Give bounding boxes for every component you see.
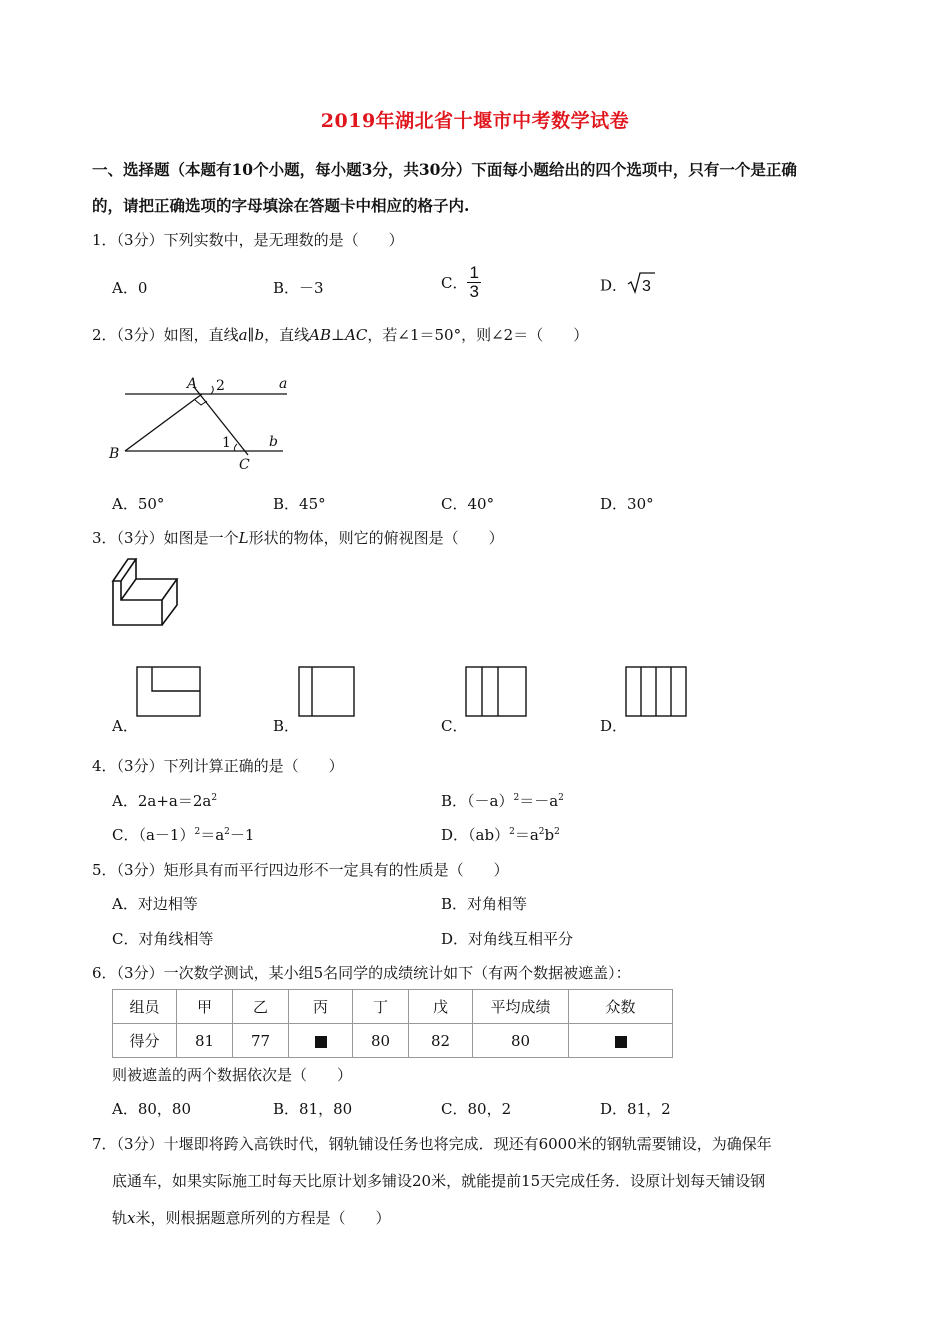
q5-option-a: A．对边相等 [112, 895, 198, 913]
q7-line1: 7．（3分）十堰即将跨入高铁时代，钢轨铺设任务也将完成．现还有6000米的钢轨需要铺设，为确保年 [92, 1135, 772, 1153]
q6-option-d: D．81，2 [600, 1100, 671, 1118]
table-cell: 平均成绩 [473, 990, 569, 1024]
q2-label-b: b [269, 434, 278, 450]
table-cell: 组员 [113, 990, 177, 1024]
q3-option-c-figure [465, 666, 528, 718]
q3-option-a-figure [136, 666, 202, 718]
q1-fraction-denominator: 3 [469, 282, 479, 301]
q6-option-a: A．80，80 [112, 1100, 192, 1118]
q2-stem: 2．（3分）如图，直线a∥b，直线AB⊥AC，若∠1＝50°，则∠2＝（ ） [92, 326, 589, 344]
table-cell: 82 [409, 1024, 473, 1058]
q2-label-2: 2 [216, 378, 225, 394]
q1-fraction [467, 265, 480, 300]
q4-option-c: C．$(a-1)^2=a^2-1$ [112, 826, 255, 844]
page-title: 2019年湖北省十堰市中考数学试卷 [320, 110, 630, 132]
q3-option-b-figure [298, 666, 356, 718]
table-header-row [113, 990, 673, 1024]
q1-option-d [600, 271, 655, 299]
q3-option-d: D． [600, 717, 628, 735]
q7-line3: 轨x米，则根据题意所列的方程是（ ） [112, 1209, 391, 1227]
q1-option-c [441, 265, 481, 300]
table-cell [569, 1024, 673, 1058]
q5-option-d: D．对角线互相平分 [441, 930, 574, 948]
q6-stem: 6．（3分）一次数学测试，某小组5名同学的成绩统计如下（有两个数据被遮盖）： [92, 964, 631, 982]
q2-option-b: B．45° [273, 495, 326, 513]
q6-option-b: B．81，80 [273, 1100, 353, 1118]
q6-followup: 则被遮盖的两个数据依次是（ ） [112, 1066, 353, 1084]
q1-option-a: A．0 [112, 279, 148, 297]
q6-option-c: C．80，2 [441, 1100, 512, 1118]
section-heading-line2: 的，请把正确选项的字母填涂在答题卡中相应的格子内. [92, 196, 470, 215]
q2-option-a: A．50° [112, 495, 165, 513]
table-cell: 戊 [409, 990, 473, 1024]
q2-label-C: C [239, 457, 250, 473]
q4-option-a: A．$2a+a=2a^2$ [112, 792, 218, 810]
covered-square-icon [315, 1036, 327, 1048]
q3-stem: 3．（3分）如图是一个L形状的物体，则它的俯视图是（ ） [92, 529, 504, 547]
q3-option-b: B． [273, 717, 300, 735]
q2-line-ac [194, 387, 248, 455]
table-cell: 乙 [233, 990, 289, 1024]
q2-line-ab [125, 394, 202, 451]
q1-fraction-numerator: 1 [469, 263, 479, 282]
q2-option-d: D．30° [600, 495, 654, 513]
q2-label-A: A [187, 376, 198, 392]
q1-option-b: B．－3 [273, 279, 324, 297]
q5-option-b: B．对角相等 [441, 895, 528, 913]
q2-angle2-arc [211, 386, 213, 394]
q2-option-c: C．40° [441, 495, 495, 513]
q3-option-d-figure [625, 666, 688, 718]
q5-option-c: C．对角线相等 [112, 930, 214, 948]
table-cell: 众数 [569, 990, 673, 1024]
q4-option-b: B．$(-a)^2=-a^2$ [441, 792, 564, 810]
q4-stem: 4．（3分）下列计算正确的是（ ） [92, 757, 344, 775]
q1-sqrt-radicand: 3 [642, 278, 651, 295]
q1-option-c-label: C． [441, 274, 468, 292]
table-cell: 77 [233, 1024, 289, 1058]
table-cell: 80 [473, 1024, 569, 1058]
table-cell: 80 [353, 1024, 409, 1058]
q3-option-c: C． [441, 717, 468, 735]
q2-label-a: a [279, 376, 288, 392]
q2-figure [105, 368, 305, 476]
q2-angle1-arc [234, 444, 237, 451]
table-cell: 丙 [289, 990, 353, 1024]
q3-l-shape-figure [110, 555, 185, 627]
q3-option-a: A． [112, 717, 138, 735]
covered-square-icon [615, 1036, 627, 1048]
q6-score-table [112, 989, 673, 1058]
section-heading-line1: 一、选择题（本题有10个小题，每小题3分，共30分）下面每小题给出的四个选项中，只有一个是正确 [92, 160, 797, 179]
q1-stem: 1．（3分）下列实数中，是无理数的是（ ） [92, 231, 404, 249]
table-cell: 81 [177, 1024, 233, 1058]
table-cell: 得分 [113, 1024, 177, 1058]
q2-label-B: B [109, 446, 120, 462]
table-cell: 丁 [353, 990, 409, 1024]
table-cell: 甲 [177, 990, 233, 1024]
q4-option-d: D．$(ab)^2=a^2b^2$ [441, 826, 560, 844]
table-cell [289, 1024, 353, 1058]
table-row [113, 1024, 673, 1058]
q2-label-1: 1 [222, 435, 231, 451]
sqrt-symbol [627, 271, 655, 299]
q1-option-d-label: D． [600, 276, 628, 295]
q7-line2: 底通车，如果实际施工时每天比原计划多铺设20米，就能提前15天完成任务．设原计划每天铺设钢 [112, 1172, 766, 1190]
q5-stem: 5．（3分）矩形具有而平行四边形不一定具有的性质是（ ） [92, 861, 509, 879]
